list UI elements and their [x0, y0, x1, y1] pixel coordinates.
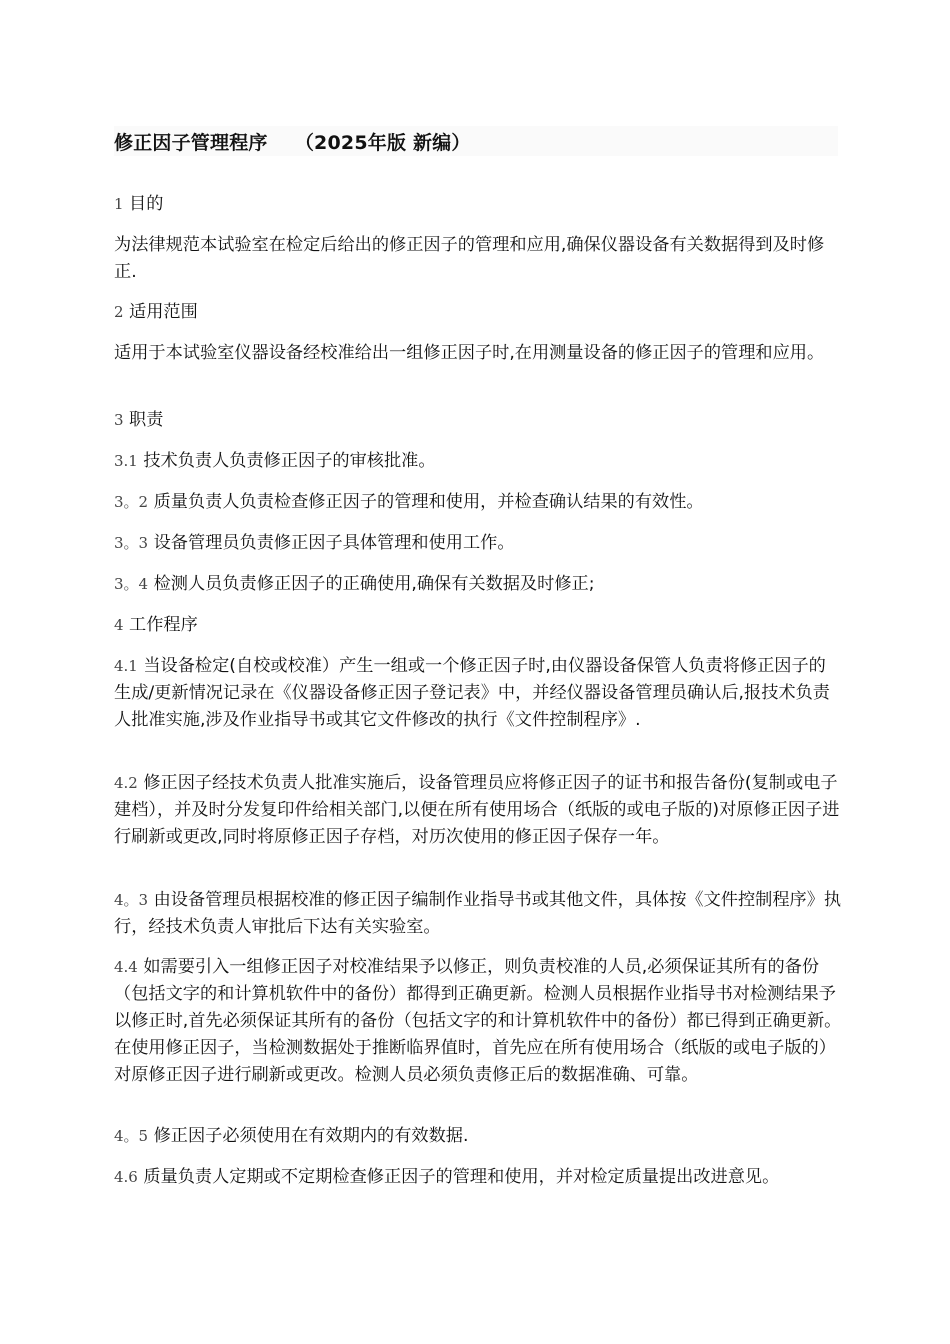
- clause-4-4: [114, 954, 842, 1089]
- clause-text: 质量负责人定期或不定期检查修正因子的管理和使用，并对检定质量提出改进意见。: [143, 1167, 780, 1187]
- clause-text: 技术负责人负责修正因子的审核批准。: [143, 451, 436, 471]
- section-heading-purpose: [114, 191, 842, 218]
- section-number: 1: [114, 195, 124, 213]
- clause-number: 4.1: [114, 657, 138, 675]
- section-number: 4: [114, 616, 124, 634]
- section-heading-scope: [114, 299, 842, 326]
- paragraph-scope: [114, 340, 842, 367]
- clause-number: 4.4: [114, 958, 138, 976]
- clause-text: 如需要引入一组修正因子对校准结果予以修正，则负责校准的人员,必须保证其所有的备份（包括文字的和计算机软件中的备份）都得到正确更新。检测人员根据作业指导书对检测结果予以修正时,首先必须保证其所有的备份（包括文字的和计算机软件中的备份）都已得到正确更新。在使用修正因子，当检测数据处于推断临界值时，首先应在所有使用场合（纸版的或电子版的）对原修正因子进行刷新或更改。检测人员必须负责修正后的数据准确、可靠。: [114, 957, 842, 1085]
- paragraph-text: 适用于本试验室仪器设备经校准给出一组修正因子时,在用测量设备的修正因子的管理和应用。: [114, 343, 825, 363]
- clause-3-3: [114, 530, 842, 557]
- clause-4-1: [114, 653, 842, 734]
- clause-4-5: [114, 1123, 842, 1150]
- section-heading-text: 工作程序: [129, 615, 198, 635]
- clause-number: 4。3: [114, 891, 149, 909]
- clause-3-4: [114, 571, 842, 598]
- clause-3-1: [114, 448, 842, 475]
- clause-text: 当设备检定(自校或校准）产生一组或一个修正因子时,由仪器设备保管人负责将修正因子的生成/更新情况记录在《仪器设备修正因子登记表》中，并经仪器设备管理员确认后,报技术负责人批准实施,涉及作业指导书或其它文件修改的执行《文件控制程序》.: [114, 656, 830, 730]
- section-heading-text: 适用范围: [129, 302, 198, 322]
- clause-number: 4.2: [114, 774, 138, 792]
- clause-text: 质量负责人负责检查修正因子的管理和使用，并检查确认结果的有效性。: [153, 492, 704, 512]
- clause-3-2: [114, 489, 842, 516]
- page-title: 修正因子管理程序 （2025年版 新编）: [114, 132, 471, 154]
- clause-number: 3.1: [114, 452, 138, 470]
- section-number: 2: [114, 303, 124, 321]
- clause-4-6: [114, 1164, 842, 1191]
- section-heading-duties: [114, 407, 842, 434]
- clause-number: 4。5: [114, 1127, 149, 1145]
- paragraph-text: 为法律规范本试验室在检定后给出的修正因子的管理和应用,确保仪器设备有关数据得到及时修正.: [114, 235, 825, 282]
- clause-4-2: [114, 770, 842, 851]
- section-heading-text: 职责: [129, 410, 164, 430]
- clause-text: 设备管理员负责修正因子具体管理和使用工作。: [153, 533, 515, 553]
- section-heading-procedure: [114, 612, 842, 639]
- paragraph-purpose: [114, 232, 842, 286]
- clause-number: 4.6: [114, 1168, 138, 1186]
- section-number: 3: [114, 411, 124, 429]
- section-heading-text: 目的: [129, 194, 164, 214]
- clause-text: 修正因子必须使用在有效期内的有效数据.: [153, 1126, 469, 1146]
- clause-number: 3。4: [114, 575, 149, 593]
- clause-number: 3。3: [114, 534, 149, 552]
- clause-text: 由设备管理员根据校准的修正因子编制作业指导书或其他文件，具体按《文件控制程序》执行，经技术负责人审批后下达有关实验室。: [114, 890, 842, 937]
- clause-4-3: [114, 887, 842, 941]
- clause-text: 检测人员负责修正因子的正确使用,确保有关数据及时修正;: [153, 574, 595, 594]
- title-bar: [114, 126, 838, 156]
- clause-number: 3。2: [114, 493, 149, 511]
- clause-text: 修正因子经技术负责人批准实施后，设备管理员应将修正因子的证书和报告备份(复制或电子建档），并及时分发复印件给相关部门,以便在所有使用场合（纸版的或电子版的)对原修正因子进行刷新或更改,同时将原修正因子存档，对历次使用的修正因子保存一年。: [114, 773, 840, 847]
